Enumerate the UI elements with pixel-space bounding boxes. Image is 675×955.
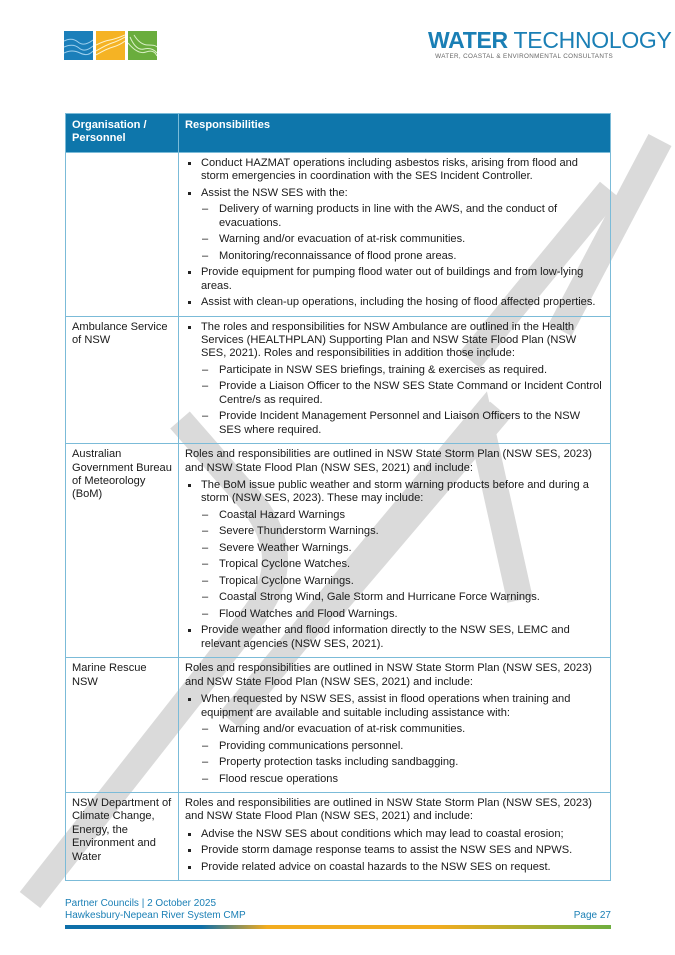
sub-list-item: – Warning and/or evacuation of at-risk communities. [185,723,604,736]
environment-wave-icon [128,31,157,60]
footer-project-title: Hawkesbury-Nepean River System CMP [65,909,246,921]
list-item: Assist with clean-up operations, including the hosing of flood affected properties. [185,296,604,309]
sub-list-item: – Coastal Hazard Warnings [185,509,604,522]
sub-list-item: – Delivery of warning products in line with the AWS, and the conduct of evacuations. [185,203,604,230]
column-header-organisation: Organisation / Personnel [66,114,179,153]
intro-text: Roles and responsibilities are outlined in NSW State Storm Plan (NSW SES, 2023) and NSW State Flood Plan (NSW SES, 2021) and include: [185,797,592,823]
sub-list-item: – Flood rescue operations [185,773,604,786]
sub-list-item: – Tropical Cyclone Warnings. [185,575,604,588]
table-row [66,658,611,793]
footer-color-bar [65,925,611,929]
sub-list-item: – Severe Weather Warnings. [185,542,604,555]
sub-list-item: – Severe Thunderstorm Warnings. [185,525,604,538]
responsibility-list [185,479,604,651]
list-item: Provide weather and flood information directly to the NSW SES, LEMC and relevant agencies (NSW SES, 2021). [185,624,604,651]
list-item: Advise the NSW SES about conditions which may lead to coastal erosion; [185,828,604,841]
sub-list-item: – Monitoring/reconnaissance of flood prone areas. [185,250,604,263]
brand-tagline: WATER, COASTAL & ENVIRONMENTAL CONSULTANTS [435,53,613,60]
column-header-responsibilities: Responsibilities [179,114,611,153]
responsibilities-cell [179,444,611,658]
list-item: Provide equipment for pumping flood water out of buildings and from low-lying areas. [185,266,604,293]
responsibilities-table [65,113,611,881]
organisation-cell [66,152,179,316]
sub-list-item: – Participate in NSW SES briefings, training & exercises as required. [185,364,604,377]
list-item: When requested by NSW SES, assist in flood operations when training and equipment are available and suitable including assistance with: [185,693,604,720]
list-item: The roles and responsibilities for NSW Ambulance are outlined in the Health Services (HEALTHPLAN) Supporting Plan and NSW State Flood Plan (NSW SES, 2021). Roles and responsibilities in addition those include: [185,321,604,361]
responsibilities-cell [179,152,611,316]
sub-list-item: – Tropical Cyclone Watches. [185,558,604,571]
sub-list-item: – Flood Watches and Flood Warnings. [185,608,604,621]
table-row [66,444,611,658]
responsibilities-cell [179,316,611,444]
intro-text: Roles and responsibilities are outlined in NSW State Storm Plan (NSW SES, 2023) and NSW State Flood Plan (NSW SES, 2021) and include: [185,448,592,474]
list-item: Assist the NSW SES with the: [185,187,604,200]
footer-client-date: Partner Councils | 2 October 2025 [65,898,217,909]
list-item: Provide related advice on coastal hazards to the NSW SES on request. [185,861,604,874]
organisation-cell: Marine Rescue NSW [66,658,179,793]
coastal-wave-icon [96,31,125,60]
table-row [66,152,611,316]
organisation-cell: Australian Government Bureau of Meteorology (BoM) [66,444,179,658]
sub-list-item: – Providing communications personnel. [185,740,604,753]
sub-list-item: – Property protection tasks including sandbagging. [185,756,604,769]
list-item: Conduct HAZMAT operations including asbestos risks, arising from flood and storm emergencies in coordination with the SES Incident Controller. [185,157,604,184]
organisation-cell: NSW Department of Climate Change, Energy, the Environment and Water [66,793,179,881]
company-logo-mark [64,31,157,60]
responsibilities-cell [179,658,611,793]
intro-text: Roles and responsibilities are outlined in NSW State Storm Plan (NSW SES, 2023) and NSW State Flood Plan (NSW SES, 2021) and include: [185,662,592,688]
list-item: The BoM issue public weather and storm warning products before and during a storm (NSW SES, 2023). These may include: [185,479,604,506]
responsibility-list [185,828,604,874]
page-footer [65,898,611,921]
table-row [66,316,611,444]
responsibility-list [185,321,604,438]
responsibility-list [185,157,604,310]
list-item: Provide storm damage response teams to assist the NSW SES and NPWS. [185,844,604,857]
sub-list-item: – Provide a Liaison Officer to the NSW SES State Command or Incident Control Centre/s as required. [185,380,604,407]
sub-list-item: – Warning and/or evacuation of at-risk communities. [185,233,604,246]
sub-list-item: – Coastal Strong Wind, Gale Storm and Hurricane Force Warnings. [185,591,604,604]
water-wave-icon [64,31,93,60]
organisation-cell: Ambulance Service of NSW [66,316,179,444]
company-wordmark [428,27,672,60]
responsibility-list [185,693,604,786]
brand-name: WATER TECHNOLOGY [428,27,672,53]
page-number: Page 27 [573,909,611,921]
table-header-row [66,114,611,153]
responsibilities-cell [179,793,611,881]
sub-list-item: – Provide Incident Management Personnel and Liaison Officers to the NSW SES where required. [185,410,604,437]
table-row [66,793,611,881]
